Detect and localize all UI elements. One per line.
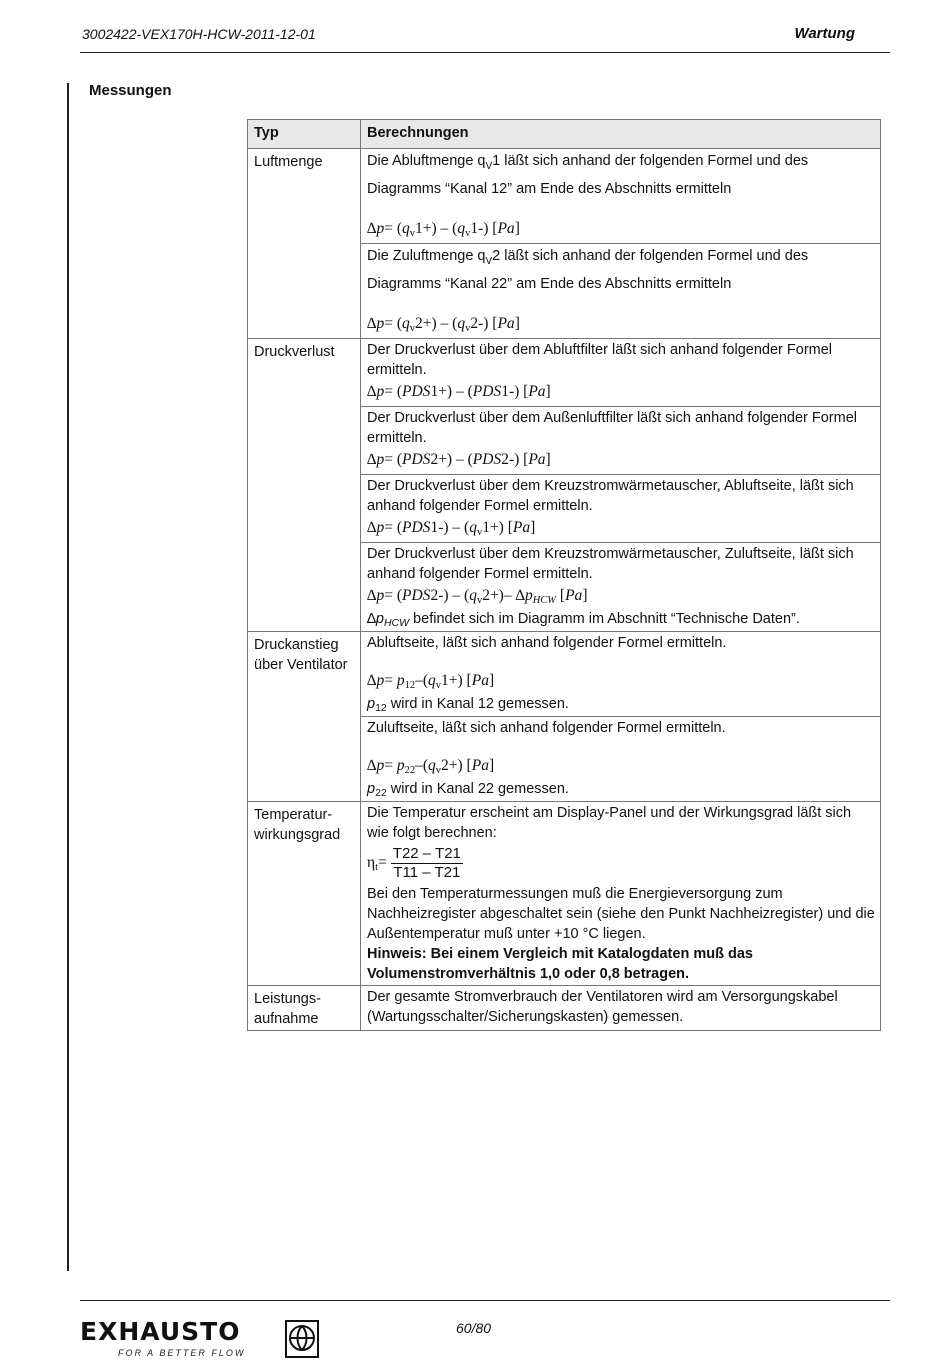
aussenluftfilter-text: Der Druckverlust über dem Außenluftfilter läßt sich anhand folgender Formel ermitteln. [367, 409, 857, 446]
formula-druckanstieg-zuluft: $\Delta p= p_{22}-(q_v2+)$ [Pa] [367, 756, 495, 776]
typ-luftmenge: Luftmenge [248, 149, 361, 339]
margin-rule [67, 83, 69, 1271]
formula-druckanstieg-abluft: $\Delta p= p_{12}-(q_v1+)$ [Pa] [367, 671, 495, 691]
typ-druckanstieg: Druckanstieg über Ventilator [248, 631, 361, 801]
calc-abluftmenge [361, 149, 881, 244]
section-title: Wartung [794, 25, 855, 42]
measurements-table [247, 119, 881, 1031]
calc-zuluftmenge [361, 243, 881, 338]
calc-druckanstieg-abluft [361, 631, 881, 716]
kreuzstrom-abluft-text: Der Druckverlust über dem Kreuzstromwärmetauscher, Abluftseite, läßt sich anhand folgender Formel ermitteln. [367, 477, 854, 514]
column-header-typ: Typ [248, 120, 361, 149]
column-header-berechnungen: Berechnungen [361, 120, 881, 149]
page-number: 60/80 [456, 1320, 492, 1336]
formula-wirkungsgrad: $\eta_t=$ $\frac{T22 - T21}{T11 - T21}$ [367, 844, 461, 881]
abluftmenge-text: Die Abluftmenge $q_V1$ läßt sich anhand der folgenden Formel und des Diagramms “Kanal 12” am Ende des Abschnitts ermitteln [367, 153, 809, 197]
formula-zuluftmenge: $\Delta p= (q_v2+) - (q_v2-)$ [Pa] [367, 314, 520, 334]
table-row [248, 985, 881, 1030]
exhausto-logo [80, 1317, 340, 1360]
calc-leistungsaufnahme: Der gesamte Stromverbrauch der Ventilatoren wird am Versorgungskabel (Wartungsschalter/Sicherungskasten) gemessen. [361, 985, 881, 1030]
table-row [248, 801, 881, 985]
table-header-row [248, 120, 881, 149]
typ-druckverlust: Druckverlust [248, 338, 361, 631]
fraction-numerator: T22 – T21 [392, 844, 461, 862]
fan-icon [285, 1320, 319, 1358]
formula-abluftfilter: ∆p= (PDS1+) – (PDS1-) [Pa] [367, 382, 551, 400]
logo-tagline: FOR A BETTER FLOW [118, 1348, 246, 1358]
calc-kreuzstrom-abluft [361, 474, 881, 542]
zuluftmenge-text: Die Zuluftmenge $q_V2$ läßt sich anhand der folgenden Formel und des Diagramms “Kanal 22” am Ende des Abschnitts ermitteln [367, 247, 809, 292]
calc-kreuzstrom-zuluft [361, 542, 881, 631]
calc-abluftfilter [361, 338, 881, 406]
table-row [248, 338, 881, 406]
calc-druckanstieg-zuluft [361, 716, 881, 801]
kreuzstrom-zuluft-text: Der Druckverlust über dem Kreuzstromwärmetauscher, Zuluftseite, läßt sich anhand folgender Formel ermitteln. [367, 545, 854, 582]
footer-rule [80, 1300, 890, 1301]
temperatur-intro: Die Temperatur erscheint am Display-Panel und der Wirkungsgrad läßt sich wie folgt berechnen: [367, 804, 852, 841]
formula-kreuzstrom-zuluft: $\Delta p= (PDS2-) - (q_v2+)-$ $\Delta p_{HCW}$ [Pa] [367, 586, 588, 606]
calc-aussenluftfilter [361, 406, 881, 474]
page-heading: Messungen [89, 82, 172, 99]
druckanstieg-abluft-text: Abluftseite, läßt sich anhand folgender Formel ermitteln. [367, 634, 727, 651]
header-rule [80, 52, 890, 53]
abluftfilter-text: Der Druckverlust über dem Abluftfilter läßt sich anhand folgender Formel ermitteln. [367, 341, 833, 378]
table-row [248, 631, 881, 716]
logo-wordmark: EXHAUSTO [80, 1317, 241, 1346]
druckanstieg-zuluft-text: Zuluftseite, läßt sich anhand folgender Formel ermitteln. [367, 719, 726, 736]
typ-leistungsaufnahme: Leistungs-aufnahme [248, 985, 361, 1030]
document-id: 3002422-VEX170H-HCW-2011-12-01 [82, 26, 316, 42]
temperatur-hint: Hinweis: Bei einem Vergleich mit Katalogdaten muß das Volumenstromverhältnis 1,0 oder 0,8 betragen. [367, 945, 753, 982]
formula-abluftmenge: $\Delta p= (q_v1+) - (q_v1-)$ [Pa] [367, 219, 520, 239]
calc-temperaturwirkungsgrad [361, 801, 881, 985]
typ-temperaturwirkungsgrad: Temperatur-wirkungsgrad [248, 801, 361, 985]
hcw-note: $\Delta p_{HCW}$ befindet sich im Diagramm im Abschnitt “Technische Daten”. [367, 610, 800, 629]
p22-note: $p_{22}$ wird in Kanal 22 gemessen. [367, 780, 569, 799]
p12-note: $p_{12}$ wird in Kanal 12 gemessen. [367, 695, 569, 714]
table-row [248, 149, 881, 244]
temperatur-body: Bei den Temperaturmessungen muß die Energieversorgung zum Nachheizregister abgeschaltet sein (siehe den Punkt Nachheizregister) und die Außentemperatur muß unter +10 °C liegen. [367, 885, 875, 942]
formula-aussenluftfilter: ∆p= (PDS2+) – (PDS2-) [Pa] [367, 450, 551, 468]
formula-kreuzstrom-abluft: $\Delta p= (PDS1-) - (q_v1+)$ [Pa] [367, 518, 536, 538]
fraction-denominator: T11 – T21 [393, 863, 461, 881]
